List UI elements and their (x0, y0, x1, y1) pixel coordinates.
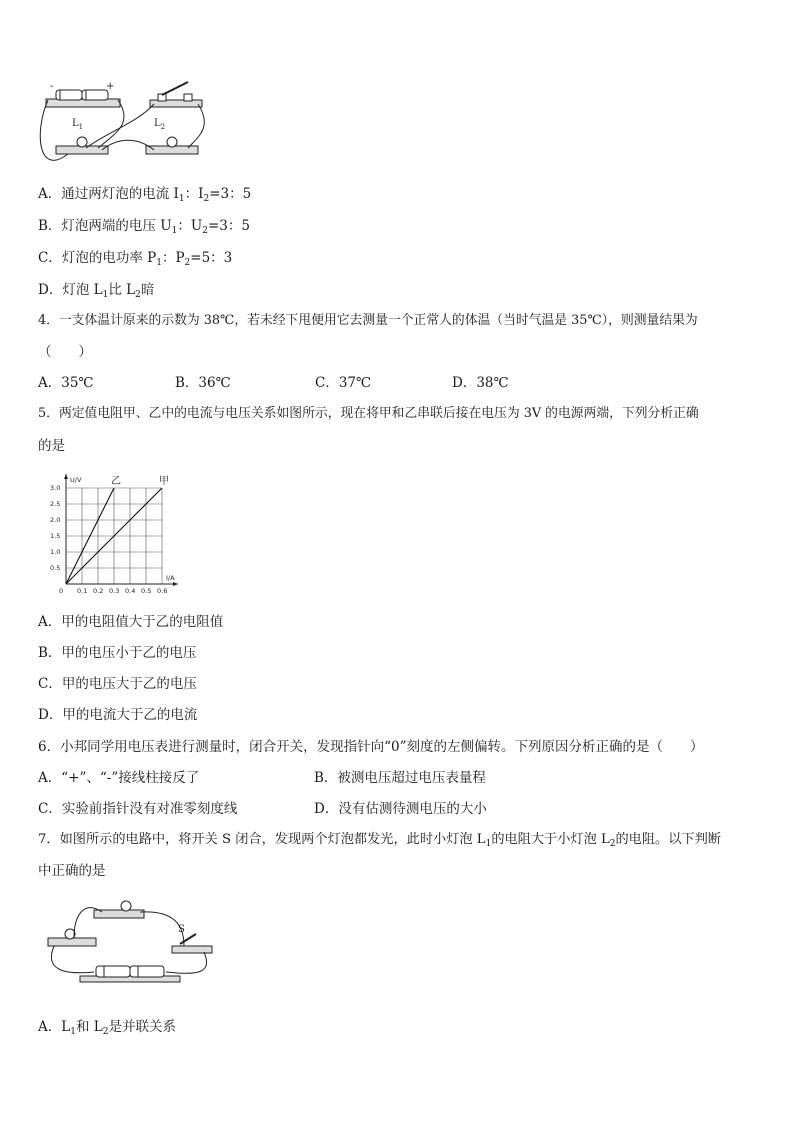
x-tick-label: 0.2 (93, 587, 104, 595)
q5-option-d[interactable]: D．甲的电流大于乙的电流 (38, 707, 198, 723)
y-tick-label: 2.0 (50, 516, 61, 524)
x-tick-label: 0.4 (125, 587, 136, 595)
q6-option-c[interactable]: C．实验前指针没有对准零刻度线 (38, 801, 238, 817)
q4-option-a[interactable]: A．35℃ (38, 375, 94, 391)
q5-option-a[interactable]: A．甲的电阻值大于乙的电阻值 (38, 614, 224, 630)
q7-stem-line-2: 中正确的是 (38, 863, 106, 879)
x-tick-label: 0.6 (157, 587, 168, 595)
q7-stem-line-1: 7．如图所示的电路中，将开关 S 闭合，发现两个灯泡都发光，此时小灯泡 $L_1$的电阻大于小灯泡 $L_2$的电阻。以下判断 (38, 832, 721, 849)
u-i-chart (44, 476, 204, 596)
x-tick-label: 0.3 (109, 587, 120, 595)
q6-option-d[interactable]: D．没有估测待测电压的大小 (314, 801, 487, 817)
q4-option-c[interactable]: C．37℃ (315, 375, 372, 391)
q3-option-d[interactable]: D．灯泡 $L_1$比 $L_2$暗 (38, 282, 155, 300)
q5-stem-line-1: 5．两定值电阻甲、乙中的电流与电压关系如图所示，现在将甲和乙串联后接在电压为 3V 的电源两端，下列分析正确 (38, 406, 699, 421)
origin-label: 0 (59, 587, 64, 595)
y-tick-label: 1.5 (50, 532, 61, 540)
x-tick-label: 0.5 (141, 587, 152, 595)
y-tick-label: 3.0 (50, 484, 61, 492)
lamp-l1-label: $L_1$ (72, 118, 84, 131)
y-tick-label: 1.0 (50, 548, 61, 556)
q6-option-b[interactable]: B．被测电压超过电压表量程 (314, 770, 486, 786)
circuit-figure-3 (44, 890, 224, 990)
q3-option-a[interactable]: A．通过两灯泡的电流 $I_1$：$I_2=3$：5 (38, 186, 252, 204)
q4-option-d[interactable]: D．38℃ (452, 375, 509, 391)
y-axis-label: U/V (70, 476, 82, 484)
q3-option-b[interactable]: B．灯泡两端的电压 $U_1$：$U_2=3$：5 (38, 218, 250, 236)
q7-option-a[interactable]: A．$L_1$和 $L_2$是并联关系 (38, 1019, 176, 1037)
q5-option-b[interactable]: B．甲的电压小于乙的电压 (38, 645, 197, 661)
x-tick-label: 0.1 (77, 587, 88, 595)
q4-stem-line-2: （ ） (38, 344, 92, 360)
series-label-1: 甲 (159, 476, 169, 487)
y-tick-label: 0.5 (50, 564, 61, 572)
x-axis-label: I/A (166, 574, 175, 582)
q6-stem: 6．小邦同学用电压表进行测量时，闭合开关，发现指针向“0”刻度的左侧偏转。下列原因分析正确的是（ ） (38, 739, 704, 755)
q5-stem-line-2: 的是 (38, 438, 65, 454)
lamp-l2-label: $L_2$ (154, 118, 166, 131)
battery-plus-label: + (106, 81, 115, 92)
battery-minus-label: - (50, 81, 54, 92)
circuit-figure-1 (38, 82, 238, 182)
q4-option-b[interactable]: B．36℃ (175, 375, 231, 391)
series-label-0: 乙 (111, 476, 121, 487)
y-tick-label: 2.5 (50, 500, 61, 508)
x-axis-arrow (173, 582, 178, 586)
q5-option-c[interactable]: C．甲的电压大于乙的电压 (38, 676, 197, 692)
q6-option-a[interactable]: A．“+”、“-”接线柱接反了 (38, 770, 200, 786)
switch-s-label: S (178, 924, 185, 935)
q3-option-c[interactable]: C．灯泡的电功率 $P_1$：$P_2=5$：3 (38, 250, 233, 268)
q4-stem-line-1: 4．一支体温计原来的示数为 38℃，若未经下甩便用它去测量一个正常人的体温（当时气温是 35℃），则测量结果为 (38, 313, 698, 328)
y-axis-arrow (64, 474, 68, 479)
